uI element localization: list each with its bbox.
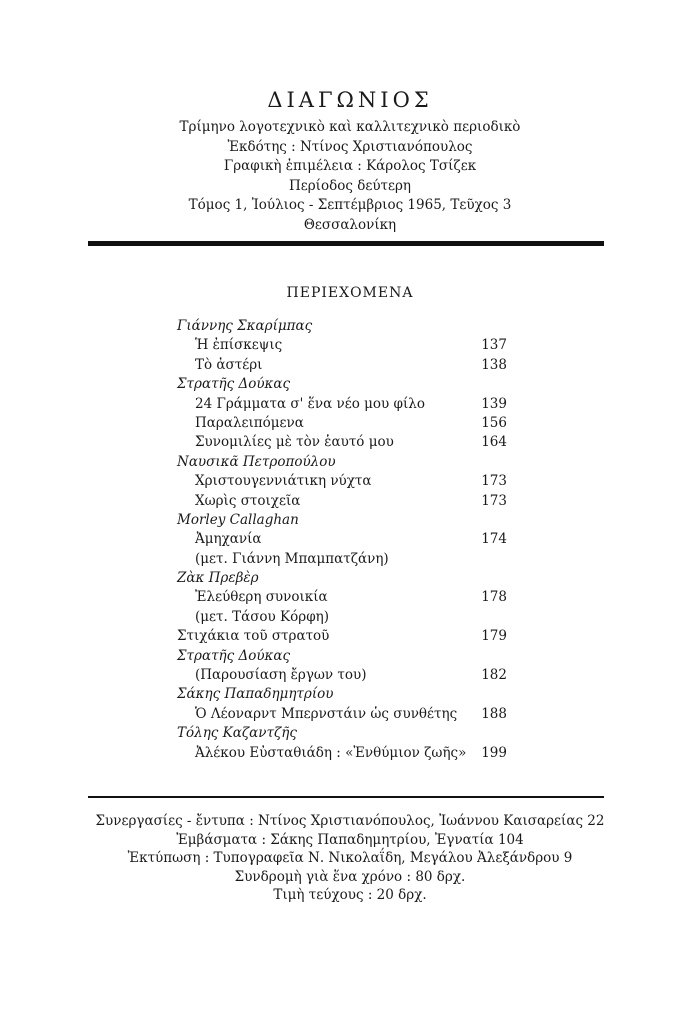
- remittances-address: Ἐμβάσματα : Σάκης Παπαδημητρίου, Ἐγνατία 104: [176, 831, 524, 848]
- toc-entry: [177, 550, 507, 569]
- toc-author-name: Ναυσικᾶ Πετροπούλου: [177, 453, 336, 470]
- toc-author-name: Τόλης Καζαντζῆς: [177, 725, 297, 742]
- toc-entry: [177, 744, 507, 763]
- toc-entry: [177, 666, 507, 685]
- contributions-address: Συνεργασίες - ἔντυπα : Ντίνος Χριστιανόπουλος, Ἰωάννου Καισαρείας 22: [95, 813, 605, 829]
- toc-page-number: 138: [481, 356, 507, 373]
- toc-entry: [177, 395, 507, 414]
- toc-entry-title: Στιχάκια τοῦ στρατοῦ: [177, 628, 330, 645]
- toc-author: [177, 317, 507, 336]
- toc-entry-title: Παραλειπόμενα: [195, 414, 304, 431]
- toc-author-name: Στρατῆς Δούκας: [177, 647, 291, 664]
- toc-page-number: 173: [481, 473, 507, 490]
- toc-entry-title: Τὸ ἀστέρι: [195, 356, 263, 373]
- toc-author: [177, 685, 507, 704]
- printer-line: Ἐκτύπωση : Τυπογραφεῖα Ν. Νικολαΐδη, Μεγάλου Ἀλεξάνδρου 9: [127, 850, 573, 866]
- design-credit-line: Γραφικὴ ἐπιμέλεια : Κάρολος Τσίζεκ: [223, 158, 477, 174]
- toc-entry: [177, 530, 507, 549]
- toc-entry: [177, 588, 507, 607]
- toc-author: [177, 569, 507, 588]
- toc-author: [177, 453, 507, 472]
- toc-page-number: 156: [481, 414, 507, 431]
- toc-entry-title: Συνομιλίες μὲ τὸν ἑαυτό μου: [195, 434, 394, 451]
- toc-entry: [177, 414, 507, 433]
- toc-page-number: 139: [481, 395, 507, 412]
- toc-author-name: Ζὰκ Πρεβὲρ: [177, 570, 259, 587]
- table-of-contents: [177, 317, 507, 763]
- subscription-price: Συνδρομὴ γιὰ ἕνα χρόνο : 80 δρχ.: [234, 868, 466, 885]
- toc-entry: [177, 492, 507, 511]
- toc-author-name: Σάκης Παπαδημητρίου: [177, 686, 334, 703]
- toc-entry-title: Ἡ ἐπίσκεψις: [195, 337, 283, 354]
- toc-entry: [177, 627, 507, 646]
- toc-entry-title: Ἐλεύθερη συνοικία: [195, 589, 328, 606]
- toc-entry: [177, 356, 507, 375]
- series-line: Περίοδος δεύτερη: [288, 177, 412, 194]
- issue-price: Τιμὴ τεύχους : 20 δρχ.: [273, 887, 427, 903]
- toc-entry: [177, 705, 507, 724]
- toc-author-name: Γιάννης Σκαρίμπας: [177, 318, 313, 334]
- toc-entry: [177, 336, 507, 355]
- publisher-line: Ἐκδότης : Ντίνος Χριστιανόπουλος: [227, 138, 473, 155]
- issue-line: Τόμος 1, Ἰούλιος - Σεπτέμβριος 1965, Τεῦχος 3: [188, 197, 512, 213]
- toc-author: [177, 375, 507, 394]
- masthead: [0, 88, 700, 235]
- colophon: [0, 812, 700, 905]
- toc-entry-title: (Παρουσίαση ἔργων του): [195, 667, 367, 684]
- top-divider: [88, 241, 604, 246]
- toc-author: [177, 647, 507, 666]
- toc-entry-title: (μετ. Γιάννη Μπαμπατζάνη): [195, 550, 389, 567]
- toc-entry: [177, 433, 507, 452]
- toc-author-name: Στρατῆς Δούκας: [177, 376, 291, 393]
- journal-subtitle: Τρίμηνο λογοτεχνικὸ καὶ καλλιτεχνικὸ περιοδικὸ: [179, 119, 521, 135]
- toc-entry: [177, 472, 507, 491]
- toc-page-number: 178: [481, 589, 507, 606]
- toc-entry: [177, 608, 507, 627]
- toc-entry-title: Ὁ Λέοναρντ Μπερνστάιν ὡς συνθέτης: [195, 705, 458, 722]
- toc-page-number: 182: [481, 667, 507, 684]
- toc-page-number: 137: [481, 337, 507, 354]
- toc-author: [177, 724, 507, 743]
- toc-page-number: 179: [481, 628, 507, 645]
- journal-title: ΔΙΑΓΩΝΙΟΣ: [267, 88, 433, 112]
- city-line: Θεσσαλονίκη: [303, 216, 397, 233]
- toc-entry-title: (μετ. Τάσου Κόρφη): [195, 608, 330, 625]
- toc-entry-title: Ἀμηχανία: [195, 531, 262, 548]
- toc-page-number: 174: [481, 531, 507, 548]
- toc-page-number: 188: [481, 705, 507, 722]
- toc-author-name: Morley Callaghan: [177, 511, 299, 528]
- toc-author: [177, 511, 507, 530]
- toc-entry-title: 24 Γράμματα σ' ἕνα νέο μου φίλο: [195, 395, 425, 412]
- toc-entry-title: Χωρὶς στοιχεῖα: [195, 492, 301, 509]
- toc-page-number: 199: [481, 744, 507, 761]
- toc-page-number: 173: [481, 492, 507, 509]
- toc-entry-title: Ἀλέκου Εὐσταθιάδη : «Ἐνθύμιον ζωῆς»: [195, 744, 467, 761]
- bottom-divider: [88, 796, 604, 798]
- contents-heading: ΠΕΡΙΕΧΟΜΕΝΑ: [286, 285, 414, 301]
- toc-entry-title: Χριστουγεννιάτικη νύχτα: [195, 473, 372, 490]
- toc-page-number: 164: [481, 434, 507, 451]
